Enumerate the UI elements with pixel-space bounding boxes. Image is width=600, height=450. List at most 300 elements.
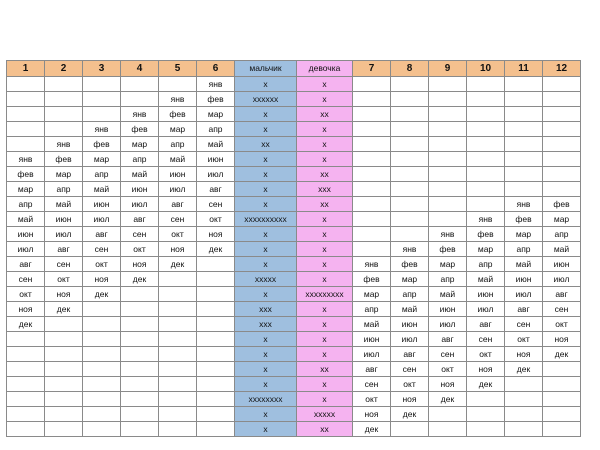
month-cell: июн — [83, 197, 121, 212]
month-cell — [505, 182, 543, 197]
month-cell — [391, 77, 429, 92]
month-cell: окт — [353, 392, 391, 407]
header-cell: 7 — [353, 61, 391, 77]
month-cell — [391, 122, 429, 137]
month-cell — [467, 182, 505, 197]
month-cell: сен — [543, 302, 581, 317]
month-cell: июл — [467, 302, 505, 317]
month-cell — [505, 377, 543, 392]
month-cell — [543, 392, 581, 407]
girl-cell: x — [297, 347, 353, 362]
month-cell: окт — [7, 287, 45, 302]
month-cell: июл — [83, 212, 121, 227]
month-cell: авг — [391, 347, 429, 362]
month-cell — [543, 92, 581, 107]
table-row — [7, 212, 581, 227]
month-cell — [467, 407, 505, 422]
month-cell — [353, 137, 391, 152]
month-cell — [429, 92, 467, 107]
month-cell: окт — [159, 227, 197, 242]
month-cell — [83, 92, 121, 107]
month-cell: май — [45, 197, 83, 212]
girl-cell: x — [297, 332, 353, 347]
month-cell — [197, 347, 235, 362]
month-cell: май — [391, 302, 429, 317]
girl-cell: xx — [297, 422, 353, 437]
month-cell: май — [467, 272, 505, 287]
month-cell — [45, 332, 83, 347]
month-cell — [429, 182, 467, 197]
month-cell: май — [121, 167, 159, 182]
month-cell: ноя — [45, 287, 83, 302]
month-cell: апр — [429, 272, 467, 287]
month-cell: фев — [159, 107, 197, 122]
month-cell — [467, 422, 505, 437]
month-cell — [505, 392, 543, 407]
month-cell — [7, 137, 45, 152]
month-cell — [391, 227, 429, 242]
month-cell: янв — [45, 137, 83, 152]
month-cell: авг — [543, 287, 581, 302]
month-cell: июл — [197, 167, 235, 182]
month-cell: авг — [429, 332, 467, 347]
month-cell — [45, 122, 83, 137]
month-cell — [121, 407, 159, 422]
month-cell — [391, 137, 429, 152]
boy-cell: x — [235, 77, 297, 92]
month-cell: июн — [197, 152, 235, 167]
boy-cell: xxxxxxxxxx — [235, 212, 297, 227]
month-cell: сен — [197, 197, 235, 212]
month-cell: июл — [121, 197, 159, 212]
month-cell — [45, 317, 83, 332]
table-row — [7, 272, 581, 287]
girl-cell: x — [297, 152, 353, 167]
month-cell: фев — [7, 167, 45, 182]
boy-cell: x — [235, 407, 297, 422]
girl-cell: x — [297, 77, 353, 92]
boy-cell: xxx — [235, 317, 297, 332]
month-cell: ноя — [353, 407, 391, 422]
month-cell: июл — [159, 182, 197, 197]
girl-cell: xx — [297, 107, 353, 122]
header-cell: 10 — [467, 61, 505, 77]
table-row — [7, 242, 581, 257]
month-cell — [467, 197, 505, 212]
header-cell: 9 — [429, 61, 467, 77]
month-cell — [83, 362, 121, 377]
boy-cell: x — [235, 362, 297, 377]
month-cell: фев — [121, 122, 159, 137]
month-cell — [353, 77, 391, 92]
month-cell: июл — [353, 347, 391, 362]
month-cell — [197, 392, 235, 407]
month-cell: июл — [429, 317, 467, 332]
month-cell — [429, 197, 467, 212]
month-cell: ноя — [83, 272, 121, 287]
month-cell — [7, 92, 45, 107]
girl-cell: xx — [297, 362, 353, 377]
month-cell — [121, 317, 159, 332]
month-cell: сен — [429, 347, 467, 362]
month-cell — [467, 152, 505, 167]
table-row — [7, 392, 581, 407]
girl-cell: xx — [297, 197, 353, 212]
month-cell: янв — [429, 227, 467, 242]
month-cell — [159, 77, 197, 92]
month-cell — [7, 377, 45, 392]
month-cell — [197, 362, 235, 377]
boy-cell: x — [235, 152, 297, 167]
month-cell: ноя — [121, 257, 159, 272]
month-cell: сен — [83, 242, 121, 257]
month-cell — [543, 182, 581, 197]
month-cell: дек — [429, 392, 467, 407]
month-cell — [7, 122, 45, 137]
month-cell — [467, 392, 505, 407]
month-cell — [197, 272, 235, 287]
month-cell: авг — [45, 242, 83, 257]
month-cell — [45, 407, 83, 422]
girl-cell: x — [297, 257, 353, 272]
month-cell: фев — [197, 92, 235, 107]
month-cell — [543, 422, 581, 437]
month-cell — [121, 362, 159, 377]
month-cell: авг — [121, 212, 159, 227]
month-cell — [543, 77, 581, 92]
header-girl: девочка — [297, 61, 353, 77]
girl-cell: x — [297, 392, 353, 407]
month-cell — [83, 77, 121, 92]
table-row — [7, 77, 581, 92]
month-cell: мар — [505, 227, 543, 242]
month-cell: апр — [159, 137, 197, 152]
month-cell — [391, 422, 429, 437]
boy-cell: x — [235, 167, 297, 182]
month-cell: ноя — [467, 362, 505, 377]
month-cell — [83, 377, 121, 392]
month-cell — [121, 302, 159, 317]
month-cell — [197, 257, 235, 272]
table-row — [7, 122, 581, 137]
month-cell: апр — [467, 257, 505, 272]
header-cell: 8 — [391, 61, 429, 77]
month-cell — [429, 422, 467, 437]
header-cell: 1 — [7, 61, 45, 77]
month-cell: авг — [83, 227, 121, 242]
table-body — [7, 77, 581, 437]
month-cell — [121, 347, 159, 362]
month-cell — [353, 242, 391, 257]
month-cell: окт — [45, 272, 83, 287]
month-cell: сен — [353, 377, 391, 392]
header-cell: 3 — [83, 61, 121, 77]
table-row — [7, 347, 581, 362]
month-cell: янв — [83, 122, 121, 137]
month-cell: дек — [7, 317, 45, 332]
month-cell — [197, 317, 235, 332]
boy-cell: x — [235, 242, 297, 257]
month-cell — [505, 167, 543, 182]
month-cell — [83, 407, 121, 422]
month-cell — [391, 107, 429, 122]
month-cell: янв — [467, 212, 505, 227]
month-cell: дек — [353, 422, 391, 437]
month-cell — [159, 407, 197, 422]
boy-cell: xxx — [235, 302, 297, 317]
month-cell — [197, 407, 235, 422]
month-cell — [121, 332, 159, 347]
month-cell: июн — [543, 257, 581, 272]
boy-cell: x — [235, 227, 297, 242]
boy-cell: x — [235, 182, 297, 197]
month-cell: янв — [159, 92, 197, 107]
month-cell: ноя — [429, 377, 467, 392]
month-cell — [353, 227, 391, 242]
month-cell: ноя — [543, 332, 581, 347]
month-cell: авг — [159, 197, 197, 212]
month-cell: дек — [159, 257, 197, 272]
month-cell — [543, 122, 581, 137]
month-cell: май — [159, 152, 197, 167]
month-cell: июн — [391, 317, 429, 332]
month-cell — [197, 422, 235, 437]
month-cell: окт — [505, 332, 543, 347]
month-cell: июн — [159, 167, 197, 182]
month-cell — [83, 422, 121, 437]
month-cell — [45, 347, 83, 362]
month-cell: янв — [353, 257, 391, 272]
month-cell — [505, 122, 543, 137]
month-cell — [543, 107, 581, 122]
month-cell: окт — [543, 317, 581, 332]
month-cell — [429, 77, 467, 92]
month-cell — [159, 317, 197, 332]
month-cell: май — [7, 212, 45, 227]
table-row — [7, 152, 581, 167]
month-cell — [543, 152, 581, 167]
month-cell — [505, 107, 543, 122]
month-cell: мар — [121, 137, 159, 152]
boy-cell: xx — [235, 137, 297, 152]
girl-cell: x — [297, 92, 353, 107]
month-cell — [45, 92, 83, 107]
month-cell: авг — [467, 317, 505, 332]
month-cell: июл — [45, 227, 83, 242]
month-cell: янв — [121, 107, 159, 122]
boy-cell: xxxxxx — [235, 92, 297, 107]
month-cell: фев — [505, 212, 543, 227]
table-row — [7, 422, 581, 437]
header-cell: 5 — [159, 61, 197, 77]
month-cell: июн — [45, 212, 83, 227]
header-cell: 2 — [45, 61, 83, 77]
month-cell — [505, 422, 543, 437]
month-cell: апр — [197, 122, 235, 137]
month-cell — [543, 362, 581, 377]
month-cell — [121, 77, 159, 92]
month-cell — [7, 392, 45, 407]
month-cell: авг — [353, 362, 391, 377]
month-cell — [467, 122, 505, 137]
month-cell: мар — [429, 257, 467, 272]
month-cell — [121, 92, 159, 107]
girl-cell: xxxxx — [297, 407, 353, 422]
month-cell: апр — [7, 197, 45, 212]
month-cell — [353, 92, 391, 107]
boy-cell: x — [235, 287, 297, 302]
month-cell — [467, 137, 505, 152]
table-row — [7, 227, 581, 242]
month-cell — [467, 92, 505, 107]
month-cell — [159, 422, 197, 437]
month-cell: дек — [83, 287, 121, 302]
month-cell: июн — [505, 272, 543, 287]
table-row — [7, 362, 581, 377]
table-row — [7, 287, 581, 302]
month-cell: янв — [7, 152, 45, 167]
month-cell: фев — [543, 197, 581, 212]
month-cell — [159, 362, 197, 377]
month-cell — [45, 422, 83, 437]
month-cell: июн — [353, 332, 391, 347]
month-cell: апр — [83, 167, 121, 182]
month-cell — [353, 197, 391, 212]
month-cell — [353, 122, 391, 137]
month-cell: сен — [45, 257, 83, 272]
month-cell: апр — [543, 227, 581, 242]
month-cell: дек — [121, 272, 159, 287]
month-cell: ноя — [159, 242, 197, 257]
month-cell — [45, 377, 83, 392]
month-cell: янв — [391, 242, 429, 257]
month-cell — [7, 347, 45, 362]
girl-cell: x — [297, 212, 353, 227]
month-cell — [83, 332, 121, 347]
girl-cell: x — [297, 227, 353, 242]
month-cell — [543, 407, 581, 422]
table-row — [7, 197, 581, 212]
month-cell — [121, 422, 159, 437]
month-cell — [353, 167, 391, 182]
month-cell: дек — [391, 407, 429, 422]
boy-cell: x — [235, 122, 297, 137]
month-cell: окт — [391, 377, 429, 392]
month-cell: май — [197, 137, 235, 152]
month-cell — [391, 92, 429, 107]
month-cell: май — [505, 257, 543, 272]
month-cell — [429, 137, 467, 152]
month-cell — [543, 137, 581, 152]
month-cell: фев — [83, 137, 121, 152]
girl-cell: x — [297, 302, 353, 317]
month-cell — [505, 77, 543, 92]
month-cell — [45, 362, 83, 377]
header-row — [7, 61, 581, 77]
month-cell: мар — [543, 212, 581, 227]
month-cell — [391, 167, 429, 182]
boy-cell: x — [235, 347, 297, 362]
month-cell: сен — [467, 332, 505, 347]
month-cell: мар — [353, 287, 391, 302]
month-cell: май — [429, 287, 467, 302]
month-cell: мар — [7, 182, 45, 197]
month-cell: дек — [197, 242, 235, 257]
month-cell: сен — [505, 317, 543, 332]
month-cell: сен — [159, 212, 197, 227]
month-cell: окт — [121, 242, 159, 257]
month-cell: мар — [159, 122, 197, 137]
month-cell — [45, 107, 83, 122]
month-cell: янв — [197, 77, 235, 92]
girl-cell: xxxxxxxxx — [297, 287, 353, 302]
month-cell: окт — [467, 347, 505, 362]
month-cell — [83, 107, 121, 122]
month-cell — [159, 302, 197, 317]
girl-cell: x — [297, 122, 353, 137]
header-boy: мальчик — [235, 61, 297, 77]
month-cell — [543, 167, 581, 182]
boy-cell: x — [235, 377, 297, 392]
boy-cell: xxxxx — [235, 272, 297, 287]
month-cell: июл — [543, 272, 581, 287]
month-cell — [121, 287, 159, 302]
month-cell: май — [83, 182, 121, 197]
month-cell — [83, 302, 121, 317]
table-row — [7, 107, 581, 122]
month-cell: окт — [197, 212, 235, 227]
table-row — [7, 92, 581, 107]
month-cell — [429, 167, 467, 182]
month-cell — [467, 77, 505, 92]
month-cell — [121, 392, 159, 407]
month-cell: фев — [353, 272, 391, 287]
header-cell: 4 — [121, 61, 159, 77]
month-cell: ноя — [391, 392, 429, 407]
month-cell — [429, 212, 467, 227]
month-cell: июл — [7, 242, 45, 257]
month-cell — [197, 332, 235, 347]
conception-table — [6, 60, 581, 437]
month-cell: июл — [505, 287, 543, 302]
boy-cell: x — [235, 107, 297, 122]
month-cell: фев — [391, 257, 429, 272]
month-cell: мар — [467, 242, 505, 257]
month-cell: ноя — [197, 227, 235, 242]
month-cell — [391, 212, 429, 227]
month-cell: авг — [197, 182, 235, 197]
month-cell — [159, 392, 197, 407]
month-cell: окт — [429, 362, 467, 377]
month-cell — [543, 377, 581, 392]
month-cell — [7, 107, 45, 122]
table-row — [7, 302, 581, 317]
month-cell: апр — [391, 287, 429, 302]
month-cell: янв — [505, 197, 543, 212]
month-cell: фев — [45, 152, 83, 167]
month-cell: мар — [197, 107, 235, 122]
girl-cell: xx — [297, 167, 353, 182]
table-row — [7, 377, 581, 392]
month-cell — [197, 287, 235, 302]
month-cell — [429, 152, 467, 167]
month-cell — [391, 197, 429, 212]
month-cell: фев — [467, 227, 505, 242]
month-cell: апр — [353, 302, 391, 317]
month-cell — [7, 407, 45, 422]
month-cell: авг — [505, 302, 543, 317]
boy-cell: x — [235, 197, 297, 212]
